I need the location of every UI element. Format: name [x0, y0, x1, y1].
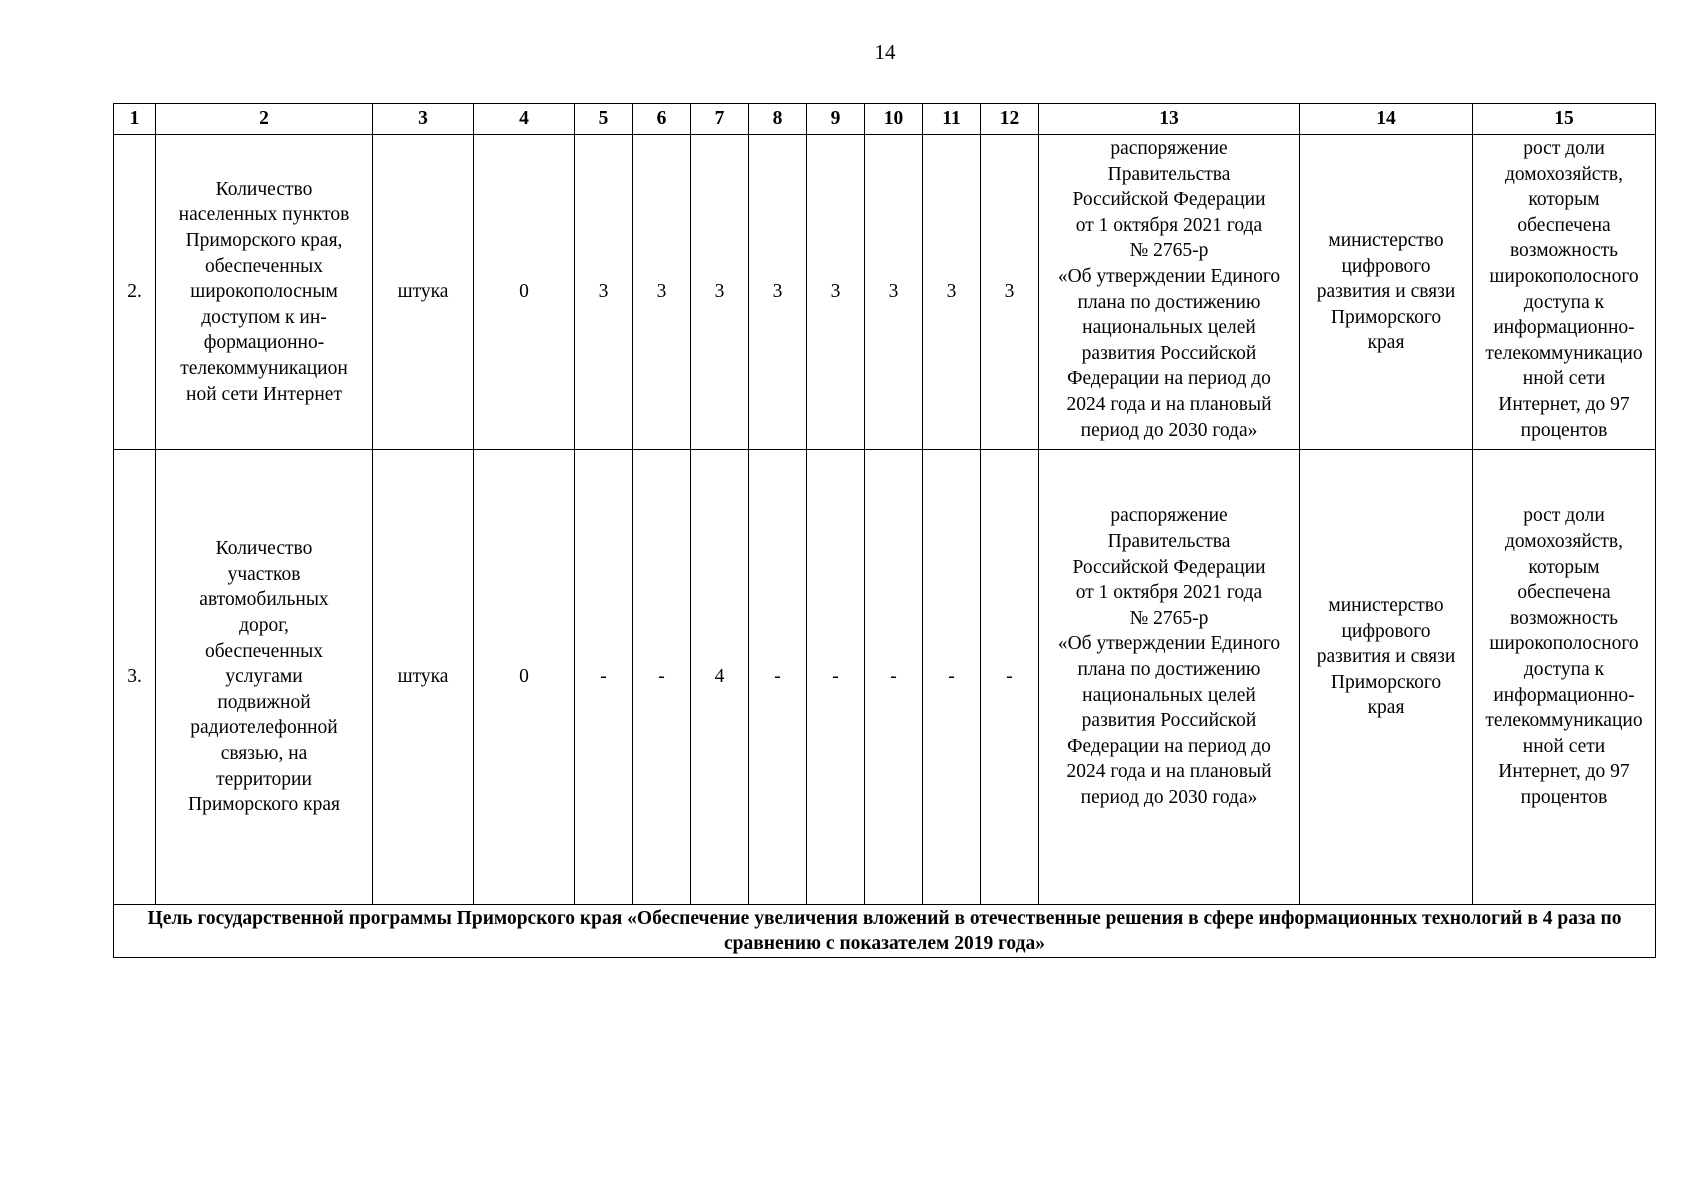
responsible-body: министерство цифрового развития и связи Приморского края	[1300, 450, 1473, 905]
goal-row	[114, 905, 1656, 958]
indicators-table	[113, 103, 1656, 958]
header-cell: 1	[114, 104, 156, 135]
header-cell: 4	[474, 104, 575, 135]
header-cell: 11	[923, 104, 981, 135]
value-cell: -	[923, 450, 981, 905]
row-number: 3.	[114, 450, 156, 905]
value-cell: 4	[691, 450, 749, 905]
value-cell: 3	[923, 135, 981, 450]
header-cell: 13	[1039, 104, 1300, 135]
expected-result: рост доли домохозяйств, которым обеспечена возможность широкополосного доступа к информационно- телекоммуникацио нной сети Интернет, до 97 процентов	[1473, 135, 1656, 450]
header-cell: 7	[691, 104, 749, 135]
expected-result: рост доли домохозяйств, которым обеспечена возможность широкополосного доступа к информационно- телекоммуникацио нной сети Интернет, до 97 процентов	[1473, 450, 1656, 905]
value-cell: 3	[691, 135, 749, 450]
header-cell: 3	[373, 104, 474, 135]
value-cell: 3	[575, 135, 633, 450]
row-number: 2.	[114, 135, 156, 450]
value-cell: -	[749, 450, 807, 905]
header-cell: 9	[807, 104, 865, 135]
basis-document: распоряжение Правительства Российской Федерации от 1 октября 2021 года № 2765-р «Об утверждении Единого плана по достижению национальных целей развития Российской Федерации на период до 2024 года и на плановый период до 2030 года»	[1039, 450, 1300, 905]
header-cell: 5	[575, 104, 633, 135]
page-number: 14	[874, 40, 896, 64]
value-cell: 3	[981, 135, 1039, 450]
value-cell: 0	[474, 450, 575, 905]
value-cell: -	[633, 450, 691, 905]
responsible-body: министерство цифрового развития и связи Приморского края	[1300, 135, 1473, 450]
indicator-name: Количество населенных пунктов Приморского края, обеспеченных широкополосным доступом к ин- формационно- телекоммуникацион ной сети Интернет	[156, 135, 373, 450]
header-row	[114, 104, 1656, 135]
value-cell: -	[807, 450, 865, 905]
header-cell: 14	[1300, 104, 1473, 135]
indicator-name: Количество участков автомобильных дорог, обеспеченных услугами подвижной радиотелефонной связью, на территории Приморского края	[156, 450, 373, 905]
header-cell: 15	[1473, 104, 1656, 135]
value-cell: -	[865, 450, 923, 905]
header-cell: 2	[156, 104, 373, 135]
header-cell: 10	[865, 104, 923, 135]
header-cell: 6	[633, 104, 691, 135]
value-cell: 3	[865, 135, 923, 450]
unit-cell: штука	[373, 450, 474, 905]
header-cell: 8	[749, 104, 807, 135]
header-cell: 12	[981, 104, 1039, 135]
program-goal: Цель государственной программы Приморского края «Обеспечение увеличения вложений в отечественные решения в сфере информационных технологий в 4 раза по сравнению с показателем 2019 года»	[114, 905, 1656, 958]
basis-document: распоряжение Правительства Российской Федерации от 1 октября 2021 года № 2765-р «Об утверждении Единого плана по достижению национальных целей развития Российской Федерации на период до 2024 года и на плановый период до 2030 года»	[1039, 135, 1300, 450]
table-row	[114, 135, 1656, 450]
value-cell: 0	[474, 135, 575, 450]
value-cell: 3	[807, 135, 865, 450]
value-cell: -	[981, 450, 1039, 905]
value-cell: -	[575, 450, 633, 905]
value-cell: 3	[633, 135, 691, 450]
table-row	[114, 450, 1656, 905]
unit-cell: штука	[373, 135, 474, 450]
value-cell: 3	[749, 135, 807, 450]
